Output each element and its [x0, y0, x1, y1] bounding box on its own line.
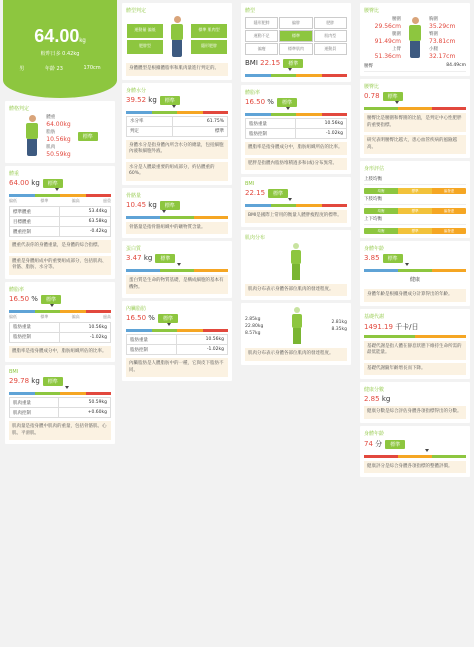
status-badge: 標準	[160, 201, 180, 210]
bodyfat-value: 16.50	[245, 98, 266, 106]
status-badge: 標準	[160, 96, 180, 105]
body-figure-card	[5, 101, 115, 163]
weight-table: 標準體重 53.44kg 目標體重 63.58kg 體重控制 -0.42kg	[9, 206, 111, 237]
hero-weight-value: 64.00	[34, 26, 80, 46]
type-box: 肥胖型	[127, 40, 163, 54]
card-tag: 體型判定	[126, 8, 147, 14]
description-note: 體脂率是指身體成分中，脂肪組織所佔的比率。	[9, 346, 111, 359]
body-figure	[167, 16, 187, 60]
card-tag: BMI	[245, 181, 255, 187]
muscle-distribution-card	[241, 230, 351, 301]
bmi-card-2	[241, 177, 351, 227]
hero-gender: 男	[19, 66, 25, 72]
muscle-figure	[288, 307, 306, 345]
column-1	[3, 0, 117, 647]
waist-hip-ratio-card	[360, 79, 470, 158]
hero-age: 年齡 23	[44, 66, 63, 72]
card-tag: 健康分數	[364, 387, 385, 393]
card-tag: 身體年齡	[364, 246, 385, 252]
description-note: 水分是人體最重要的組成部分，約佔體重的60%。	[126, 162, 228, 181]
ratio-value: 0.78	[364, 92, 380, 100]
description-note: 肌肉分布表示身體各部位肌肉的發達程度。	[245, 284, 347, 297]
status-badge: 標準	[155, 254, 175, 263]
type-box: 隱形肥胖	[191, 40, 227, 54]
description-note: 體重代表你的身體重量，是身體的綜合指標。	[9, 240, 111, 253]
visceral-card: 內臟脂肪 16.50 % 標準 脂肪重量 10.56kg 脂肪控制 -1.02kg 內臟脂肪是人體脂肪中的一種，它與皮下脂肪不同。	[122, 301, 232, 381]
description-note: 體重是身體組成中的重要組成部分，包括肌肉、骨骼、脂肪、水分等。	[9, 256, 111, 275]
type-box: 運動量 偏低	[127, 24, 163, 38]
pointer	[9, 188, 111, 191]
status-badge: 標準	[277, 98, 297, 107]
description-note: 研究表明腰臀比越大，患心血管疾病的風險越高。	[364, 135, 466, 154]
water-value: 39.52	[126, 95, 147, 104]
card-tag: 蛋白質	[126, 246, 142, 252]
status-badge: 標準	[385, 440, 405, 449]
description-note: 肌肉量是指身體中肌肉的重量，包括骨骼肌、心肌、平滑肌。	[9, 421, 111, 440]
card-tag: 體重	[9, 171, 20, 177]
balance-card: 身形評估 上肢均衡 均衡 標準 偏發達 下肢均衡 均衡 標準 偏發達 上下均衡 均衡 標準 偏發達	[360, 161, 470, 238]
description-note: 內臟脂肪是人體脂肪中的一種，它與皮下脂肪不同。	[126, 358, 228, 377]
health-label: 健康	[409, 277, 420, 283]
hero-weight-change: 較昨日多 0.42kg	[40, 51, 80, 57]
status-badge: 標準	[78, 132, 98, 141]
circumference-card: 腰臀比 腰圍 29.56cm 腿圍 91.49cm 上臂 51.36cm 胸圍 35.29cm 臀圍 73.81cm 小腿 32.17cm 腰臀 84.49cm	[360, 3, 470, 76]
body-labels: 體重 64.00kg 脂肪 10.56kg 肌肉 50.59kg	[46, 115, 71, 158]
card-tag: 骨骼量	[126, 192, 142, 199]
card-tag: 身體水分	[126, 87, 147, 94]
visceral-table: 脂肪重量 10.56kg 脂肪控制 -1.02kg	[126, 334, 228, 355]
column-3	[239, 0, 353, 647]
status-badge: 標準	[43, 377, 63, 386]
column-2	[120, 0, 234, 647]
score-value: 2.85	[364, 395, 380, 403]
card-tag: BMI	[9, 369, 19, 375]
bodyfat-card-2: 體脂率 16.50 % 標準 脂肪重量 10.56kg 脂肪控制 -1.02kg 體脂率是指身體成分中，脂肪組織所佔的比率。 肥胖是指體內脂肪堆積過多和(或)分布異常。	[241, 85, 351, 174]
bodyfat-card: 體脂率 16.50 % 標準 偏低 標準 偏高 過高 脂肪重量 10.56kg 脂肪控制 -1.02kg 體脂率是指身體成分中，脂肪組織所佔的比率。	[5, 282, 115, 363]
description-note: 肥胖是指體內脂肪堆積過多和(或)分布異常。	[245, 158, 347, 171]
age-value: 3.85	[364, 254, 380, 262]
bmi-card: BMI 29.78 kg 標準 肌肉重量 50.59kg 肌肉控制 +0.60kg 肌肉量是指身體中肌肉的重量，包括骨骼肌、心肌、平滑肌。	[5, 365, 115, 444]
body-type-grid: 隱形肥胖 偏胖 肥胖 運動不足 標準 肌肉型 偏瘦 標準肌肉 運動員	[245, 17, 347, 55]
card-tag: 基礎代謝	[364, 313, 385, 320]
description-note: BMI是國際上常用的衡量人體胖瘦程度的標準。	[245, 210, 347, 223]
segment-card	[241, 303, 351, 365]
health-score-card: 身體年齡 74 分 標準 健康評分是綜合身體各項指標的整體評價。	[360, 426, 470, 478]
weight-hero	[3, 0, 117, 98]
score-card: 健康分數 2.85 kg 健康分數是綜合評估身體各項指標得出的分數。	[360, 382, 470, 423]
bone-card: 骨骼量 10.45 kg 標準 骨骼量是指骨骼組織中的礦物質含量。	[122, 188, 232, 239]
card-tag: 體脂率	[9, 286, 25, 293]
status-badge: 標準	[383, 254, 403, 263]
protein-value: 3.47	[126, 254, 142, 262]
status-badge: 標準	[283, 59, 303, 68]
card-tag: 腰臀比	[364, 84, 380, 90]
bmi-value: 22.15	[260, 59, 281, 67]
bodyfat-table: 脂肪重量 10.56kg 脂肪控制 -1.02kg	[9, 322, 111, 343]
card-tag: 內臟脂肪	[126, 306, 147, 312]
segment-values-left: 2.85kg 22.80kg 8.57kg	[245, 316, 264, 336]
card-tag: 體格判定	[9, 106, 30, 112]
description-note: 基礎代謝是指人體在靜息狀態下維持生命所需的最低能量。	[364, 341, 466, 360]
status-badge: 標準	[268, 189, 288, 198]
body-type-card: 體型 隱形肥胖 偏胖 肥胖 運動不足 標準 肌肉型 偏瘦 標準肌肉 運動員 BMI 22.15 標準	[241, 3, 351, 82]
type-box: 標準 肌肉型	[191, 24, 227, 38]
hero-height: 170cm	[83, 65, 101, 71]
description-note: 體脂率是指身體成分中，脂肪組織所佔的比率。	[245, 142, 347, 155]
body-age-card	[360, 241, 470, 306]
hero-weight-unit: kg	[79, 38, 86, 44]
weight-value: 64.00	[9, 179, 30, 187]
card-tag: 腰臀比	[364, 8, 380, 14]
range-bar	[9, 194, 111, 197]
description-note: 健康評分是綜合身體各項指標的整體評價。	[364, 461, 466, 474]
description-note: 蛋白質是生命的物質基礎，是構成細胞的基本有機物。	[126, 275, 228, 294]
figure-type-card	[122, 3, 232, 80]
protein-card: 蛋白質 3.47 kg 標準 蛋白質是生命的物質基礎，是構成細胞的基本有機物。	[122, 241, 232, 298]
card-tag: 身體年齡	[364, 430, 385, 437]
description-note: 骨骼量是指骨骼組織中的礦物質含量。	[126, 222, 228, 235]
muscle-figure	[287, 243, 305, 281]
water-card: 身體水分 39.52 kg 標準 水分率 61.75% 判定 標準 身體水分是指身體內所含水分的總量，包括細胞內液和細胞外液。 水分是人體最重要的組成部分，約佔體重的60%。	[122, 83, 232, 185]
card-tag: 體型	[245, 8, 256, 14]
bmi-value: 22.15	[245, 189, 266, 197]
weight-card: 體重 64.00 kg 標準 偏低 標準 偏高 過重 標準體重 53.44kg 目標體重 63.58kg 體重控制 -0.42kg 體重代表你的身體重量，是身體的綜合指標。 體重是身體組成中的重要組成部分，包括肌肉、骨骼、脂肪、水分等。	[5, 166, 115, 279]
body-figure	[405, 17, 425, 61]
bmi-value: 29.78	[9, 377, 30, 385]
hero-weight	[9, 26, 111, 47]
bodyfat-value: 16.50	[9, 294, 30, 303]
description-note: 身體體型是根據體脂率和肌肉量進行判定的。	[126, 63, 228, 76]
muscle-table: 肌肉重量 50.59kg 肌肉控制 +0.60kg	[9, 397, 111, 418]
description-note: 身體年齡是根據身體成分計算得出的年齡。	[364, 289, 466, 302]
status-badge: 標準	[383, 92, 403, 101]
card-tag: 體脂率	[245, 90, 261, 96]
card-tag: 肌肉分布	[245, 234, 266, 241]
description-note: 健康分數是綜合評估身體各項指標得出的分數。	[364, 406, 466, 419]
water-table: 水分率 61.75% 判定 標準	[126, 116, 228, 137]
segment-values-right: 2.81kg 8.35kg	[331, 320, 347, 332]
status-badge: 標準	[41, 295, 61, 304]
circ-left: 腰圍 29.56cm 腿圍 91.49cm 上臂 51.36cm	[374, 17, 401, 60]
metabolism-value: 1491.19	[364, 322, 393, 331]
description-note: 肌肉分布表示身體各部位肌肉的發達程度。	[245, 348, 347, 361]
circ-right: 胸圍 35.29cm 臀圍 73.81cm 小腿 32.17cm	[429, 17, 456, 60]
health-score-value: 74	[364, 439, 373, 448]
description-note: 腰臀比是腰圍和臀圍的比值，是判定中心性肥胖的重要指標。	[364, 113, 466, 132]
description-note: 身體水分是指身體內所含水分的總量，包括細胞內液和細胞外液。	[126, 140, 228, 159]
card-tag: 身形評估	[364, 166, 385, 172]
description-note: 基礎代謝隨年齡增長而下降。	[364, 363, 466, 376]
column-4	[358, 0, 472, 647]
metabolism-card: 基礎代謝 1491.19 千卡/日 基礎代謝是指人體在靜息狀態下維持生命所需的最低能量。 基礎代謝隨年齡增長而下降。	[360, 309, 470, 380]
bone-value: 10.45	[126, 200, 147, 209]
status-badge: 標準	[43, 179, 63, 188]
body-figure	[22, 115, 42, 159]
status-badge: 標準	[158, 314, 178, 323]
visceral-value: 16.50	[126, 314, 147, 322]
bodyfat-table: 脂肪重量 10.56kg 脂肪控制 -1.02kg	[245, 118, 347, 139]
